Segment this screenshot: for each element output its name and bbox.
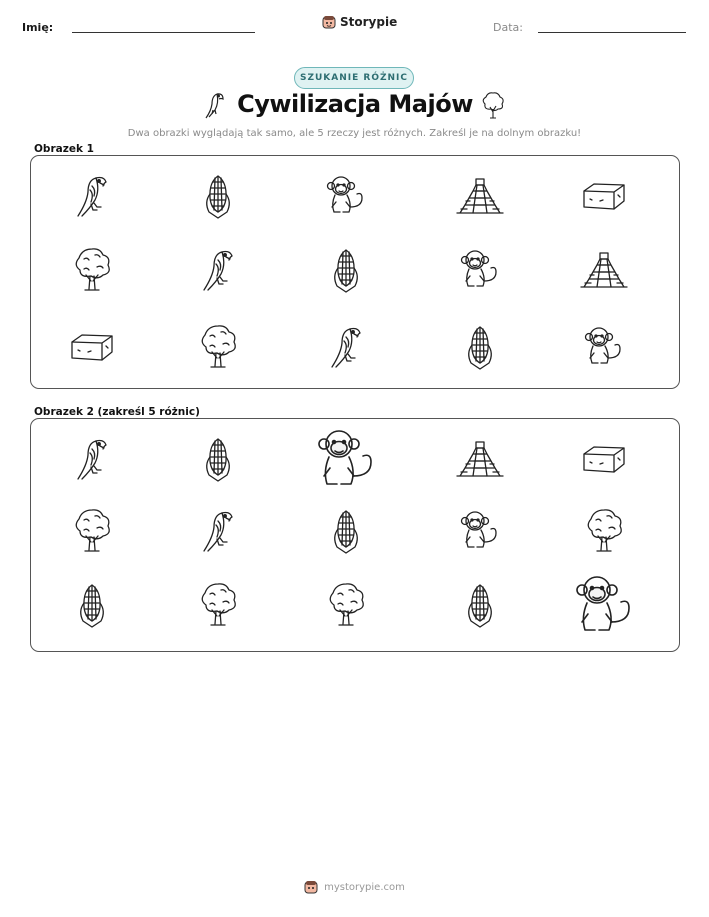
picture1-cell <box>70 172 114 220</box>
tree-icon <box>324 580 368 630</box>
parrot-icon <box>70 435 114 483</box>
tree-icon <box>582 506 626 556</box>
parrot-icon <box>70 172 114 220</box>
storypie-face-icon <box>322 15 336 29</box>
tree-icon <box>196 580 240 630</box>
picture1-cell <box>70 245 114 295</box>
pyramid-icon <box>453 175 507 217</box>
monkey-large-icon <box>313 426 379 492</box>
picture1-cell <box>196 322 240 372</box>
tree-icon <box>196 322 240 372</box>
picture2-cell[interactable] <box>571 572 637 638</box>
tree-icon <box>70 506 114 556</box>
corn-icon <box>201 172 235 220</box>
parrot-icon <box>324 323 368 371</box>
picture1-cell <box>324 174 368 218</box>
picture2-cell[interactable] <box>196 580 240 630</box>
corn-icon <box>329 246 363 294</box>
instructions-text: Dwa obrazki wyglądają tak samo, ale 5 rzeczy jest różnych. Zakreśl je na dolnym obrazku! <box>127 128 582 139</box>
brand-logo <box>322 15 397 29</box>
picture1-cell <box>453 175 507 217</box>
brand-name: Storypie <box>340 15 398 29</box>
corn-icon <box>329 507 363 555</box>
picture2-cell[interactable] <box>458 509 502 553</box>
picture1-cell <box>580 179 628 213</box>
date-field-line[interactable] <box>538 32 686 33</box>
stone-block-icon <box>68 330 116 364</box>
activity-badge: SZUKANIE RÓŻNIC <box>294 67 414 89</box>
monkey-icon <box>324 174 368 218</box>
picture2-cell[interactable] <box>463 581 497 629</box>
stone-block-icon <box>580 179 628 213</box>
picture2-cell[interactable] <box>329 507 363 555</box>
name-field-line[interactable] <box>72 32 255 33</box>
picture2-cell[interactable] <box>313 426 379 492</box>
picture1-cell <box>201 172 235 220</box>
picture1-cell <box>582 325 626 369</box>
parrot-icon <box>196 246 240 294</box>
parrot-icon <box>196 507 240 555</box>
parrot-icon <box>203 90 227 122</box>
date-label: Data: <box>493 21 523 34</box>
picture2-cell[interactable] <box>453 438 507 480</box>
name-label: Imię: <box>22 21 54 34</box>
monkey-icon <box>458 248 502 292</box>
picture1-cell <box>458 248 502 292</box>
picture2-cell[interactable] <box>75 581 109 629</box>
monkey-large-icon <box>571 572 637 638</box>
corn-icon <box>463 581 497 629</box>
pyramid-icon <box>577 249 631 291</box>
monkey-icon <box>458 509 502 553</box>
picture2-cell[interactable] <box>196 507 240 555</box>
footer-site: mystorypie.com <box>324 881 405 893</box>
picture1-cell <box>463 323 497 371</box>
picture2-cell[interactable] <box>70 435 114 483</box>
corn-icon <box>463 323 497 371</box>
tree-icon <box>480 90 506 120</box>
picture1-cell <box>577 249 631 291</box>
footer <box>0 880 709 894</box>
corn-icon <box>75 581 109 629</box>
picture1-cell <box>329 246 363 294</box>
stone-block-icon <box>580 442 628 476</box>
picture1-cell <box>196 246 240 294</box>
picture2-label: Obrazek 2 (zakreśl 5 różnic) <box>34 406 200 418</box>
picture2-cell[interactable] <box>70 506 114 556</box>
picture2-cell[interactable] <box>201 435 235 483</box>
picture2-cell[interactable] <box>582 506 626 556</box>
monkey-icon <box>582 325 626 369</box>
page-title: Cywilizacja Majów <box>237 90 473 118</box>
picture2-cell[interactable] <box>324 580 368 630</box>
picture1-cell <box>68 330 116 364</box>
storypie-face-icon <box>304 880 318 894</box>
picture2-cell[interactable] <box>580 442 628 476</box>
picture1-label: Obrazek 1 <box>34 143 94 155</box>
picture1-cell <box>324 323 368 371</box>
tree-icon <box>70 245 114 295</box>
pyramid-icon <box>453 438 507 480</box>
corn-icon <box>201 435 235 483</box>
